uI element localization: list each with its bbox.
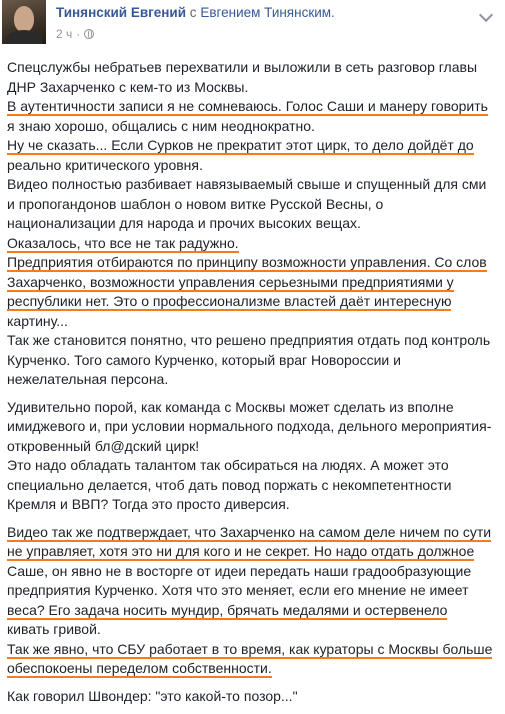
highlighted-text: веса? Его задача носить мундир, брячать медалями и остервенело	[7, 601, 448, 618]
post-text-line	[7, 640, 502, 660]
post-text-line	[7, 437, 502, 457]
author-line	[56, 5, 335, 20]
post-text-line	[7, 523, 502, 543]
text: Курченко. Того самого Курченко, который враг Новороссии и	[7, 351, 401, 368]
post-text-line	[7, 58, 502, 78]
highlighted-text: Ну че сказать... Если Сурков не прекратит этот цирк, то дело дойдёт до	[7, 137, 474, 153]
post-text-line	[7, 253, 502, 273]
post-meta	[56, 27, 94, 41]
text: предприятия Курченко. Хотя что это меняет, если его мнение не имеет	[7, 582, 469, 598]
post-text-line	[7, 234, 502, 254]
text: кивать гривой.	[7, 621, 101, 637]
text: национализации для народа и прочих высоких вещах.	[7, 215, 361, 231]
avatar[interactable]	[2, 0, 46, 44]
post-text-line	[7, 456, 502, 476]
post-paragraph	[7, 398, 502, 515]
text: имиджевого и, при условии нормального подхода, дельного мероприятия-	[7, 418, 492, 434]
highlighted-text: Видео так же подтверждает, что Захарченко на самом деле ничем по сути	[7, 523, 492, 540]
highlighted-text: обеспокоены переделом собственности.	[7, 660, 272, 676]
highlighted-text: Так же явно, что СБУ работает в то время, как кураторы с Москвы больше	[7, 640, 493, 657]
globe-icon[interactable]	[84, 29, 94, 39]
text: Так же становится понятно, что решено предприятия отдать под контроль	[7, 332, 491, 348]
post-text-line	[7, 476, 502, 496]
text: реально критического уровня.	[7, 156, 203, 173]
post-text-line	[7, 156, 502, 176]
post-text-line	[7, 117, 502, 137]
post-text-line	[7, 370, 502, 390]
text: Удивительно порой, как команда с Москвы может сделать из вполне	[7, 398, 454, 415]
post-text-line	[7, 195, 502, 215]
post-text-line	[7, 214, 502, 234]
text: Саше, он явно не в восторге от идеи передать наши градообразующие	[7, 562, 472, 579]
post-text-line	[7, 136, 502, 156]
text: и пропогандонов шаблон о новом витке Русской Весны, о	[7, 195, 384, 212]
text: ДНР Захарченко с кем-то из Москвы.	[7, 78, 249, 95]
post-text-line	[7, 78, 502, 98]
text: я знаю хорошо, общались с ним неоднократно.	[7, 117, 315, 134]
highlighted-text: Захарченко, возможности управления серьезными предприятиями у	[7, 273, 454, 290]
post-paragraph	[7, 523, 502, 679]
text: откровенный бл@дский цирк!	[7, 437, 200, 454]
post-text-line	[7, 562, 502, 582]
post-text-line	[7, 659, 502, 679]
post-paragraph	[7, 687, 502, 707]
avatar-shoulders	[6, 30, 42, 44]
post-text-line	[7, 175, 502, 195]
post-text-line	[7, 542, 502, 562]
text: Спецслужбы небратьев перехватили и выложили в сеть разговор главы	[7, 59, 478, 75]
post-paragraph	[7, 58, 502, 390]
post-header	[0, 0, 505, 50]
highlighted-text: Оказалось, что все не так радужно.	[7, 234, 239, 251]
avatar-face	[14, 6, 34, 32]
post-text-line	[7, 417, 502, 437]
text: Видео полностью разбивает навязываемый свыше и спущенный для сми	[7, 176, 487, 192]
highlighted-text: В аутентичности записи я не сомневаюсь. Голос Саши и манеру говорить	[7, 98, 488, 114]
author-name-link[interactable]: Тинянский Евгений	[56, 5, 187, 20]
highlighted-text: республики нет. Это о профессионализме властей даёт интересную	[7, 293, 452, 309]
chevron-down-icon[interactable]	[479, 8, 493, 22]
post-text-line	[7, 351, 502, 371]
post-text-line	[7, 495, 502, 515]
text: специально делается, чтоб дать повод поржать с некомпетентности	[7, 476, 452, 493]
text: картину...	[7, 312, 68, 329]
post-text-line	[7, 331, 502, 351]
post-text-line	[7, 97, 502, 117]
tagged-person-link[interactable]: Евгением Тинянским.	[200, 5, 335, 20]
post-text-line	[7, 292, 502, 312]
post-body	[7, 58, 502, 714]
text: Это надо обладать талантом так обсираться на людях. А может это	[7, 457, 449, 473]
post-timestamp[interactable]: 2 ч	[56, 27, 73, 41]
post-text-line	[7, 687, 502, 707]
text: нежелательная персона.	[7, 371, 169, 387]
post-text-line	[7, 620, 502, 640]
with-word: с	[189, 5, 197, 20]
post-text-line	[7, 601, 502, 621]
highlighted-text: не управляет, хотя это ни для кого и не секрет. Но надо отдать должное	[7, 543, 475, 559]
post-text-line	[7, 398, 502, 418]
text: Кремля и ВВП? Тогда это просто диверсия.	[7, 496, 290, 512]
highlighted-text: Предприятия отбираются по принципу возможности управления. Со слов	[7, 254, 487, 270]
meta-separator: ·	[76, 27, 81, 41]
post-text-line	[7, 581, 502, 601]
post-text-line	[7, 273, 502, 293]
post-text-line	[7, 312, 502, 332]
text: Как говорил Швондер: "это какой-то позор..."	[7, 687, 298, 704]
